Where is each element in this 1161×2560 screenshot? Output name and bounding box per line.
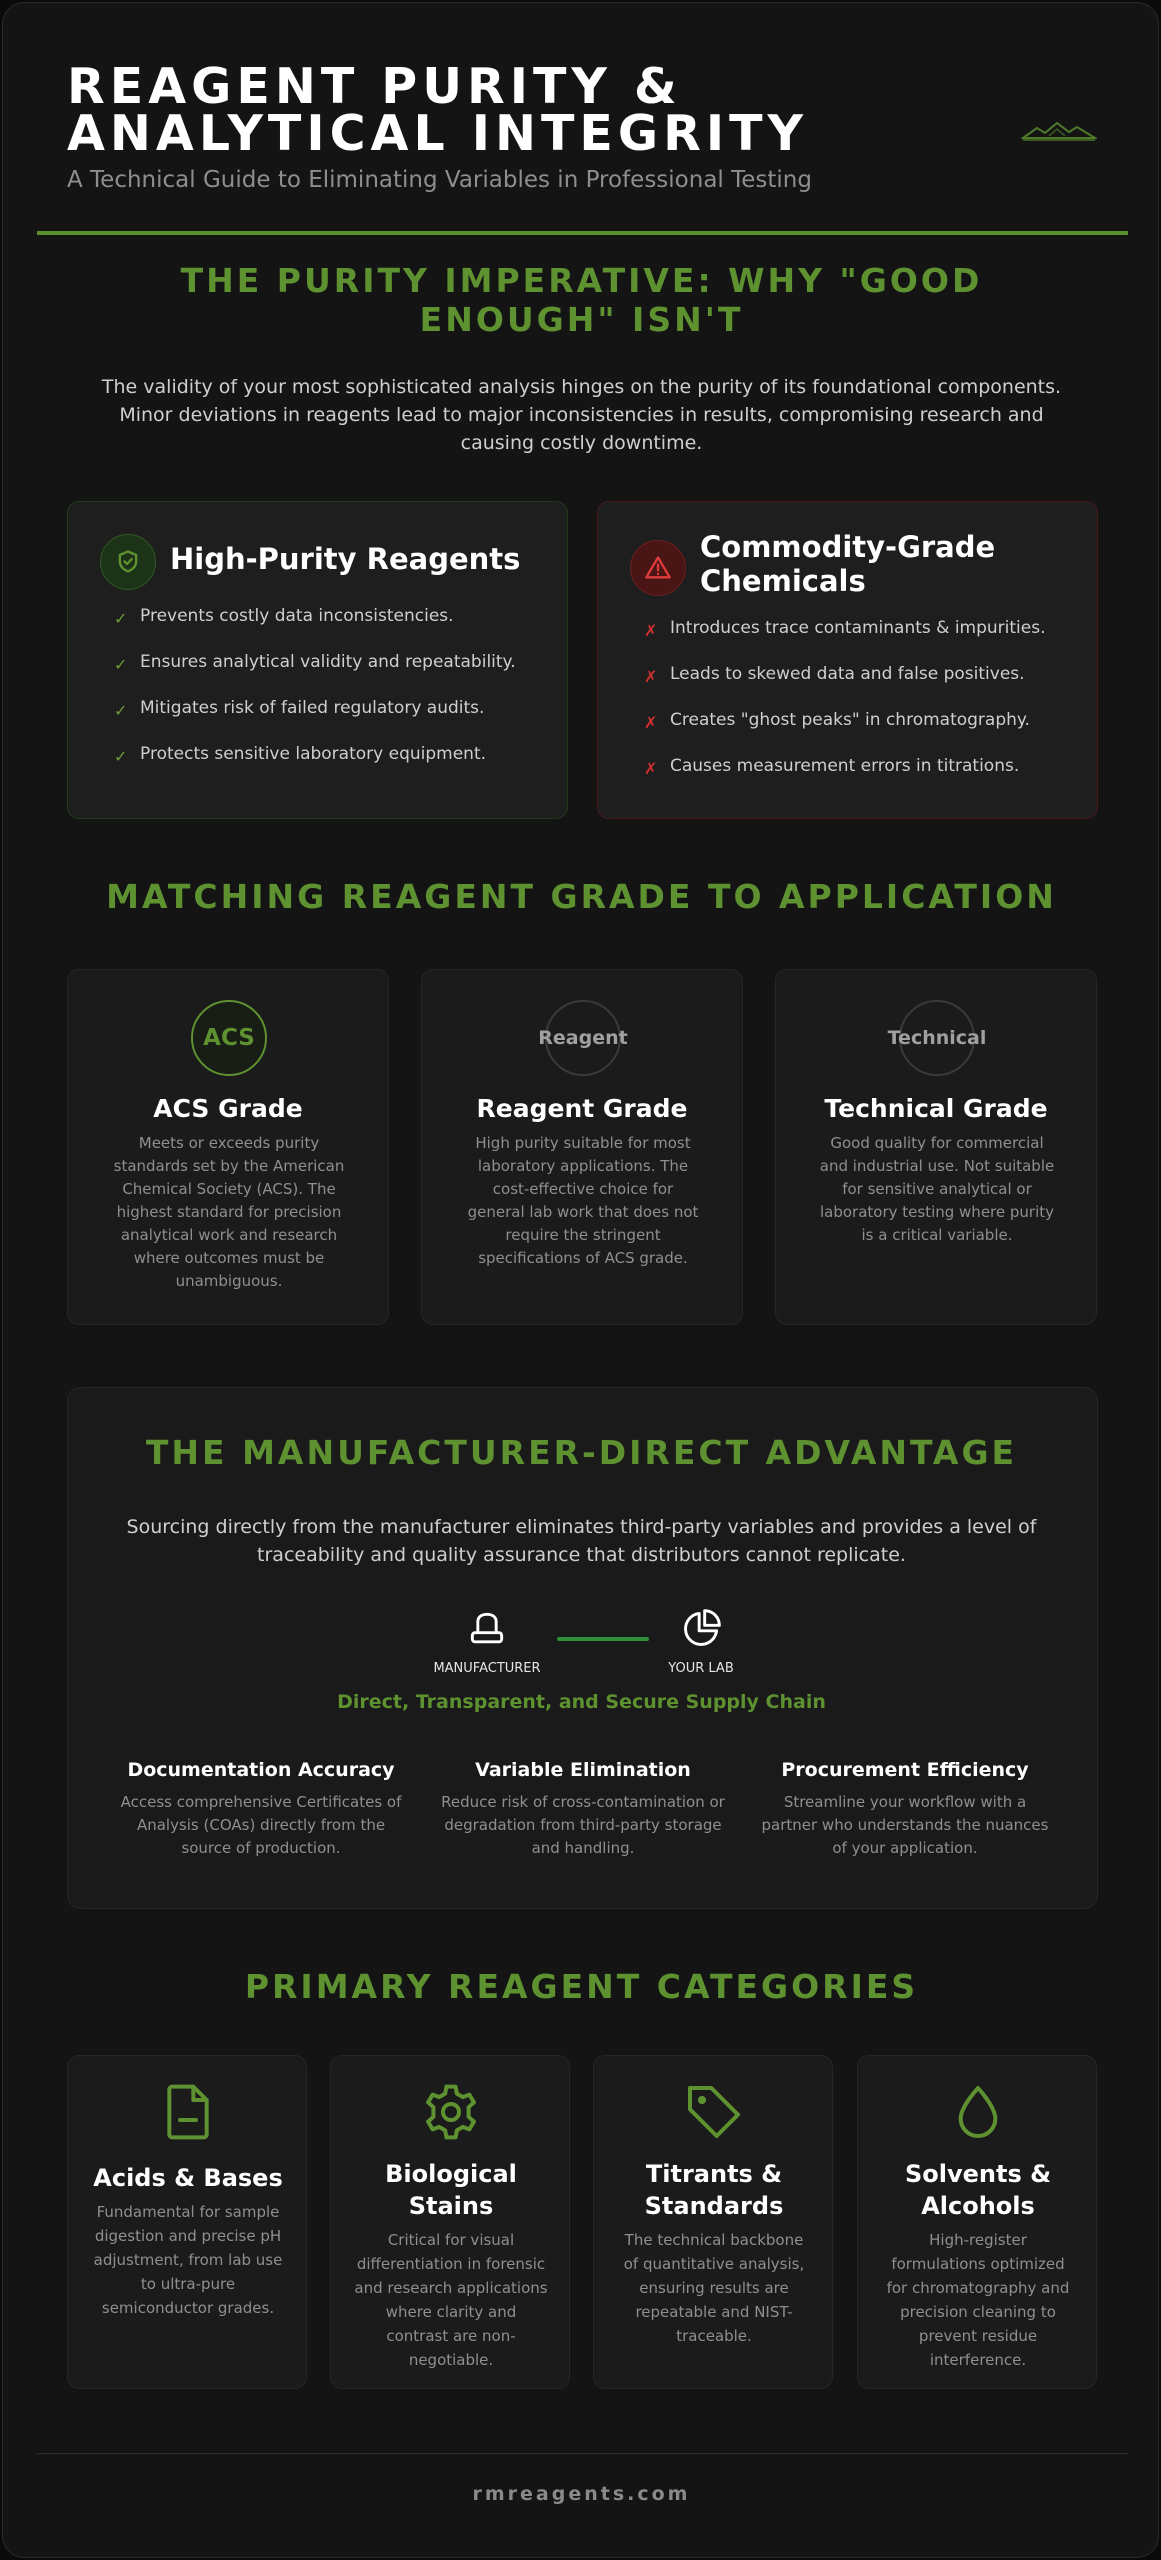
cross-icon: ✗ (644, 759, 658, 778)
grade-title: Reagent Grade (476, 1094, 688, 1123)
grade-card-technical (775, 969, 1097, 1325)
check-icon: ✓ (114, 747, 128, 766)
droplet-icon (946, 2080, 1010, 2144)
list-item (114, 606, 516, 652)
section-title-grades: MATCHING REAGENT GRADE TO APPLICATION (106, 877, 1057, 916)
category-card-acids-bases (67, 2055, 307, 2389)
grade-description: High purity suitable for most laboratory applications. The cost-effective choice for general lab work that does not require the stringent specifications of ACS grade. (467, 1134, 699, 1267)
cross-icon: ✗ (644, 667, 658, 686)
list-item (644, 710, 1046, 756)
category-card-biological-stains (330, 2055, 570, 2389)
header-divider (37, 231, 1128, 235)
section-title-direct: THE MANUFACTURER-DIRECT ADVANTAGE (145, 1433, 1018, 1472)
flow-label-lab: YOUR LAB (668, 1661, 734, 1676)
category-card-titrants-standards (593, 2055, 833, 2389)
purity-intro: The validity of your most sophisticated analysis hinges on the purity of its foundational components. Minor deviations in reagents lead to major inconsistencies in results, compromising research and causing costly downtime. (101, 376, 1062, 454)
high-purity-card (67, 501, 568, 819)
grade-badge: Technical (899, 1000, 975, 1076)
category-description: Fundamental for sample digestion and precise pH adjustment, from lab use to ultra-pure semiconductor grades. (93, 2203, 283, 2317)
grade-badge: Reagent (545, 1000, 621, 1076)
page-title: REAGENT PURITY & ANALYTICAL INTEGRITY (67, 58, 808, 162)
grade-title: Technical Grade (824, 1094, 1048, 1123)
tag-icon (682, 2080, 746, 2144)
footer-site-link[interactable]: rmreagents.com (472, 2483, 691, 2505)
grade-card-reagent (421, 969, 743, 1325)
flow-node-manufacturer (417, 1607, 557, 1676)
check-icon: ✓ (114, 701, 128, 720)
supply-chain-label: Direct, Transparent, and Secure Supply Chain (337, 1691, 826, 1713)
grade-description: Meets or exceeds purity standards set by the American Chemical Society (ACS). The highest standard for precision analytical work and research where outcomes must be unambiguous. (113, 1134, 345, 1290)
page-subtitle: A Technical Guide to Eliminating Variables in Professional Testing (67, 167, 812, 193)
category-title: Titrants & Standards (644, 2160, 784, 2220)
gear-icon (419, 2080, 483, 2144)
commodity-grade-list (644, 618, 1046, 802)
benefit-description: Streamline your workflow with a partner who understands the nuances of your application. (761, 1793, 1049, 1857)
grade-card-acs (67, 969, 389, 1325)
check-icon: ✓ (114, 655, 128, 674)
category-description: Critical for visual differentiation in forensic and research applications where clarity and contrast are non-negotiable. (354, 2231, 548, 2369)
benefit-description: Reduce risk of cross-contamination or degradation from third-party storage and handling. (441, 1793, 725, 1857)
manufacturer-icon (465, 1607, 509, 1651)
benefit-procurement (755, 1759, 1055, 1860)
grade-badge: ACS (191, 1000, 267, 1076)
category-description: The technical backbone of quantitative analysis, ensuring results are repeatable and NIST-traceable. (623, 2231, 805, 2345)
benefit-variable-elimination (433, 1759, 733, 1860)
cross-icon: ✗ (644, 713, 658, 732)
list-item-text: Causes measurement errors in titrations. (670, 756, 1020, 776)
flow-label-manufacturer: MANUFACTURER (433, 1661, 541, 1676)
list-item-text: Protects sensitive laboratory equipment. (140, 744, 487, 764)
benefit-documentation (111, 1759, 411, 1860)
list-item (114, 698, 516, 744)
grade-description: Good quality for commercial and industrial use. Not suitable for sensitive analytical or laboratory testing where purity is a critical variable. (819, 1134, 1055, 1244)
document-icon (156, 2080, 220, 2144)
benefit-description: Access comprehensive Certificates of Analysis (COAs) directly from the source of production. (120, 1793, 402, 1857)
benefit-title: Procurement Efficiency (781, 1759, 1029, 1781)
list-item-text: Prevents costly data inconsistencies. (140, 606, 454, 626)
direct-intro: Sourcing directly from the manufacturer eliminates third-party variables and provides a level of traceability and quality assurance that distributors cannot replicate. (126, 1516, 1037, 1566)
list-item (644, 618, 1046, 664)
flow-node-lab (631, 1607, 771, 1676)
category-title: Biological Stains (385, 2160, 517, 2220)
cross-icon: ✗ (644, 621, 658, 640)
list-item (644, 664, 1046, 710)
list-item (114, 744, 516, 790)
category-card-solvents-alcohols (857, 2055, 1097, 2389)
section-title-categories: PRIMARY REAGENT CATEGORIES (244, 1967, 919, 2006)
list-item-text: Mitigates risk of failed regulatory audits. (140, 698, 485, 718)
mountain-logo-icon (1021, 120, 1097, 142)
warning-icon (630, 540, 686, 596)
list-item-text: Leads to skewed data and false positives. (670, 664, 1025, 684)
high-purity-title: High-Purity Reagents (170, 542, 521, 576)
commodity-grade-card (597, 501, 1098, 819)
list-item (644, 756, 1046, 802)
header (67, 58, 1097, 193)
commodity-grade-title: Commodity-Grade Chemicals (700, 530, 996, 598)
list-item-text: Introduces trace contaminants & impurities. (670, 618, 1046, 638)
benefit-title: Variable Elimination (475, 1759, 691, 1781)
list-item-text: Creates "ghost peaks" in chromatography. (670, 710, 1030, 730)
list-item-text: Ensures analytical validity and repeatability. (140, 652, 516, 672)
footer-divider (37, 2453, 1128, 2454)
check-icon: ✓ (114, 609, 128, 628)
benefit-title: Documentation Accuracy (127, 1759, 395, 1781)
list-item (114, 652, 516, 698)
shield-check-icon (100, 534, 156, 590)
high-purity-list (114, 606, 516, 790)
section-title-purity: THE PURITY IMPERATIVE: WHY "GOOD ENOUGH" ISN'T (180, 261, 983, 339)
grade-title: ACS Grade (153, 1094, 303, 1123)
pie-chart-icon (679, 1607, 723, 1651)
category-title: Acids & Bases (93, 2164, 283, 2192)
category-description: High-register formulations optimized for chromatography and precision cleaning to prevent residue interference. (886, 2231, 1070, 2369)
infographic-page (2, 2, 1159, 2558)
category-title: Solvents & Alcohols (904, 2160, 1052, 2220)
